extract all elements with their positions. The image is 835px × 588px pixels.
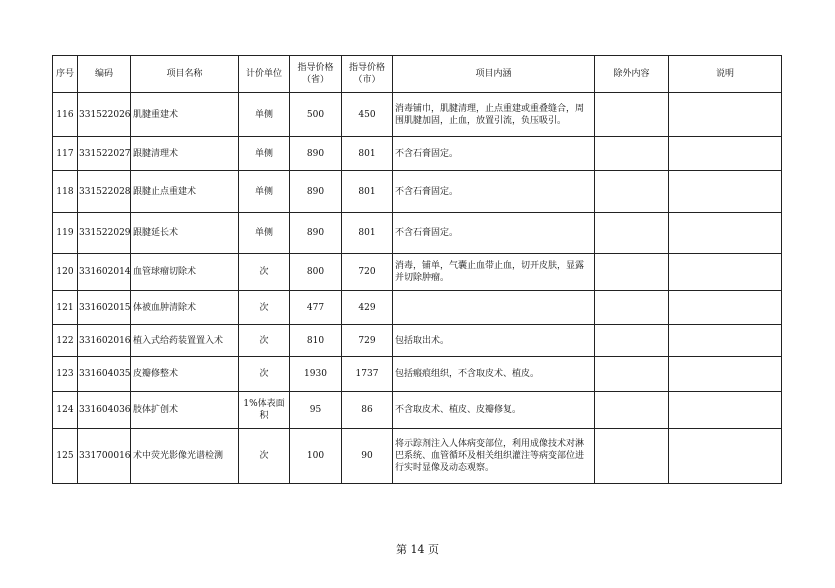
cell-unit: 单侧 xyxy=(239,137,290,171)
header-name: 项目名称 xyxy=(131,56,239,93)
cell-seq: 121 xyxy=(53,291,78,325)
cell-code: 331522028 xyxy=(78,171,131,213)
cell-unit: 次 xyxy=(239,254,290,291)
cell-content: 将示踪剂注入人体病变部位，利用成像技术对淋巴系统、血管循环及相关组织灌注等病变部位进行实时显像及动态观察。 xyxy=(393,429,595,484)
cell-price-prov: 95 xyxy=(290,392,342,429)
cell-unit: 单侧 xyxy=(239,213,290,254)
cell-note xyxy=(669,213,782,254)
cell-code: 331602015 xyxy=(78,291,131,325)
table-row xyxy=(53,291,782,325)
cell-code: 331602014 xyxy=(78,254,131,291)
cell-code: 331604035 xyxy=(78,357,131,392)
cell-name: 植入式给药装置置入术 xyxy=(131,325,239,357)
table-row xyxy=(53,213,782,254)
cell-price-prov: 800 xyxy=(290,254,342,291)
header-content: 项目内涵 xyxy=(393,56,595,93)
table-row xyxy=(53,325,782,357)
cell-price-city: 1737 xyxy=(342,357,393,392)
cell-content: 消毒铺巾，肌腱清理，止点重建或重叠缝合，周围肌腱加固，止血，放置引流，负压吸引。 xyxy=(393,93,595,137)
cell-code: 331522029 xyxy=(78,213,131,254)
cell-price-city: 450 xyxy=(342,93,393,137)
cell-price-city: 801 xyxy=(342,137,393,171)
cell-price-prov: 810 xyxy=(290,325,342,357)
cell-seq: 125 xyxy=(53,429,78,484)
header-price-city: 指导价格（市） xyxy=(342,56,393,93)
cell-exclusion xyxy=(595,213,669,254)
cell-note xyxy=(669,254,782,291)
cell-code: 331602016 xyxy=(78,325,131,357)
cell-price-prov: 500 xyxy=(290,93,342,137)
cell-note xyxy=(669,137,782,171)
cell-note xyxy=(669,93,782,137)
cell-exclusion xyxy=(595,291,669,325)
table-row xyxy=(53,429,782,484)
cell-name: 跟腱清理术 xyxy=(131,137,239,171)
cell-unit: 单侧 xyxy=(239,93,290,137)
cell-content: 包括取出术。 xyxy=(393,325,595,357)
cell-code: 331522026 xyxy=(78,93,131,137)
cell-unit: 单侧 xyxy=(239,171,290,213)
cell-seq: 119 xyxy=(53,213,78,254)
cell-exclusion xyxy=(595,254,669,291)
cell-name: 皮瓣修整术 xyxy=(131,357,239,392)
cell-content: 不含石膏固定。 xyxy=(393,213,595,254)
page-footer: 第 14 页 xyxy=(396,543,439,556)
cell-note xyxy=(669,171,782,213)
table-row xyxy=(53,357,782,392)
cell-exclusion xyxy=(595,357,669,392)
cell-code: 331700016 xyxy=(78,429,131,484)
cell-note xyxy=(669,291,782,325)
cell-unit: 次 xyxy=(239,357,290,392)
cell-price-city: 429 xyxy=(342,291,393,325)
cell-seq: 123 xyxy=(53,357,78,392)
cell-price-city: 720 xyxy=(342,254,393,291)
cell-name: 跟腱延长术 xyxy=(131,213,239,254)
header-seq: 序号 xyxy=(53,56,78,93)
cell-content xyxy=(393,291,595,325)
cell-content: 包括瘢痕组织，不含取皮术、植皮。 xyxy=(393,357,595,392)
cell-content: 不含取皮术、植皮、皮瓣修复。 xyxy=(393,392,595,429)
cell-seq: 120 xyxy=(53,254,78,291)
table-row xyxy=(53,171,782,213)
header-unit: 计价单位 xyxy=(239,56,290,93)
cell-note xyxy=(669,429,782,484)
cell-exclusion xyxy=(595,392,669,429)
cell-name: 体被血肿清除术 xyxy=(131,291,239,325)
cell-code: 331604036 xyxy=(78,392,131,429)
cell-exclusion xyxy=(595,93,669,137)
cell-seq: 122 xyxy=(53,325,78,357)
cell-unit: 次 xyxy=(239,291,290,325)
header-exclusion: 除外内容 xyxy=(595,56,669,93)
cell-price-city: 86 xyxy=(342,392,393,429)
cell-price-prov: 890 xyxy=(290,137,342,171)
table-header-row xyxy=(53,56,782,93)
table-row xyxy=(53,93,782,137)
cell-exclusion xyxy=(595,429,669,484)
cell-price-prov: 890 xyxy=(290,213,342,254)
cell-name: 跟腱止点重建术 xyxy=(131,171,239,213)
cell-seq: 118 xyxy=(53,171,78,213)
price-table xyxy=(52,55,782,484)
header-price-prov: 指导价格（省） xyxy=(290,56,342,93)
cell-price-prov: 477 xyxy=(290,291,342,325)
cell-price-prov: 890 xyxy=(290,171,342,213)
cell-note xyxy=(669,357,782,392)
table-row xyxy=(53,392,782,429)
cell-content: 不含石膏固定。 xyxy=(393,137,595,171)
cell-price-prov: 100 xyxy=(290,429,342,484)
cell-content: 不含石膏固定。 xyxy=(393,171,595,213)
cell-unit: 1%体表面积 xyxy=(239,392,290,429)
cell-note xyxy=(669,392,782,429)
cell-exclusion xyxy=(595,325,669,357)
cell-exclusion xyxy=(595,137,669,171)
cell-price-city: 729 xyxy=(342,325,393,357)
cell-unit: 次 xyxy=(239,429,290,484)
cell-code: 331522027 xyxy=(78,137,131,171)
cell-price-city: 90 xyxy=(342,429,393,484)
cell-seq: 116 xyxy=(53,93,78,137)
cell-seq: 117 xyxy=(53,137,78,171)
header-code: 编码 xyxy=(78,56,131,93)
cell-note xyxy=(669,325,782,357)
cell-exclusion xyxy=(595,171,669,213)
cell-price-prov: 1930 xyxy=(290,357,342,392)
cell-seq: 124 xyxy=(53,392,78,429)
cell-content: 消毒，铺单，气囊止血带止血，切开皮肤，显露并切除肿瘤。 xyxy=(393,254,595,291)
cell-name: 肌腱重建术 xyxy=(131,93,239,137)
cell-name: 肢体扩创术 xyxy=(131,392,239,429)
cell-price-city: 801 xyxy=(342,213,393,254)
cell-name: 血管球瘤切除术 xyxy=(131,254,239,291)
table-row xyxy=(53,254,782,291)
cell-unit: 次 xyxy=(239,325,290,357)
cell-name: 术中荧光影像光谱检测 xyxy=(131,429,239,484)
table-row xyxy=(53,137,782,171)
cell-price-city: 801 xyxy=(342,171,393,213)
header-note: 说明 xyxy=(669,56,782,93)
